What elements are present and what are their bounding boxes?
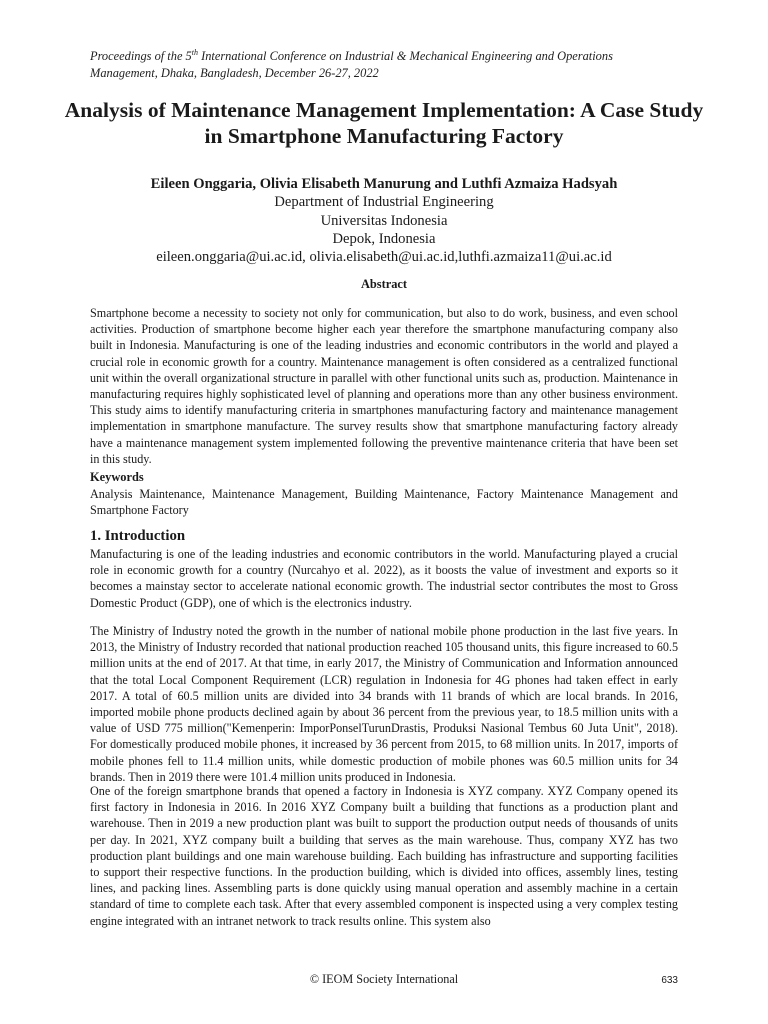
- proceedings-line-2: Management, Dhaka, Bangladesh, December 26-27, 2022: [90, 65, 379, 80]
- proceedings-line-1: Proceedings of the 5th International Conference on Industrial & Mechanical Engineering and Operations: [90, 48, 613, 64]
- page-number: 633: [661, 975, 678, 986]
- author-emails: eileen.onggaria@ui.ac.id, olivia.elisabeth@ui.ac.id,luthfi.azmaiza11@ui.ac.id: [156, 249, 612, 266]
- paper-title: Analysis of Maintenance Management Implementation: A Case Study in Smartphone Manufacturing Factory: [64, 98, 704, 148]
- author-block: [80, 175, 688, 266]
- introduction-heading: 1. Introduction: [90, 528, 186, 544]
- author-names: Eileen Onggaria, Olivia Elisabeth Manurung and Luthfi Azmaiza Hadsyah: [150, 176, 618, 192]
- author-department: Department of Industrial Engineering: [274, 194, 494, 211]
- author-location: Depok, Indonesia: [332, 230, 436, 247]
- introduction-paragraph-2: The Ministry of Industry noted the growth in the number of national mobile phone production in the last five years. In 2013, the Ministry of Industry recorded that national production reached 105 thousand units, this figure increased to 60.5 million units at the end of 2017. At that time, in early 2017, the Ministry of Communication and Information announced that the total Local Component Requirement (LCR) regulation in Indonesia for 4G phones had taken effect in early 2017. A total of 60.5 million units are divided into 34 brands with 11 brands of which are local brands. In 2016, imported mobile phone products declined again by about 36 percent from the previous year, to 18.5 million units with a value of USD 775 million("Kemenperin: ImporPonselTurunDrastis, Produksi Nasional Tembus 60 Juta Unit", 2018). For domestically produced mobile phones, it increased by 36 percent from 2015, to 68 million units. In 2017, imports of mobile phones fell to 11.4 million units, while domestic production of mobile phones was 60.5 million units for 34 brands. Then in 2019 there were 101.4 million units produced in Indonesia.: [90, 624, 679, 784]
- keywords-text: Analysis Maintenance, Maintenance Management, Building Maintenance, Factory Maintenance Management and Smartphone Factory: [90, 487, 678, 518]
- author-university: Universitas Indonesia: [320, 212, 448, 229]
- abstract-heading: Abstract: [360, 277, 408, 291]
- introduction-paragraph-3: One of the foreign smartphone brands that opened a factory in Indonesia is XYZ company. XYZ Company opened its first factory in Indonesia in 2016. In 2016 XYZ Company built a building that functions as a production plant and warehouse. Then in 2019 a new production plant was built to support the production output needs of thousands of units per day. In 2021, XYZ company built a building that serves as the main warehouse. Thus, company XYZ has two production plant buildings and one main warehouse building. Each building has infrastructure and supporting facilities to support their respective functions. In the production building, which is divided into offices, assembly lines, testing lines, and packing lines. Assembling parts is done quickly using manual operation and assembly machine in a certain standard of time to complete each task. After that every assembled component is inspected using a very complex testing engine integrated with an intranet network to track results online. This system also: [90, 784, 678, 928]
- abstract-text: Smartphone become a necessity to society not only for communication, but also to do work, business, and even school activities. Production of smartphone become higher each year therefore the smartphone manufacturing company also built in Indonesia. Manufacturing is one of the leading industries and economic contributors in the world and played a crucial role in economic growth for a country. Maintenance management is often considered as a centralized functional unit within the overall organizational structure in parallel with other functional units such as, production. Maintenance in manufacturing requires highly sophisticated level of planning and operations more than any other business environment. This study aims to identify manufacturing criteria in smartphones manufacturing factory and maintenance management implementation in smartphone manufacture. The survey results show that smartphone manufacturing factory already have a maintenance management system implemented following the preventive maintenance criteria that have been set in this study.: [90, 306, 678, 466]
- proceedings-header: [90, 45, 690, 81]
- footer-copyright: © IEOM Society International: [309, 972, 459, 986]
- keywords-heading: Keywords: [90, 470, 144, 484]
- introduction-paragraph-1: Manufacturing is one of the leading industries and economic contributors in the world. Manufacturing played a crucial role in economic growth for a country (Nurcahyo et al. 2022), as it boosts the value of investment and exports so it becomes a mainstay sector to accelerate national economic growth. The industrial sector contributes the most to Gross Domestic Product (GDP), one of which is the electronics industry.: [90, 547, 678, 610]
